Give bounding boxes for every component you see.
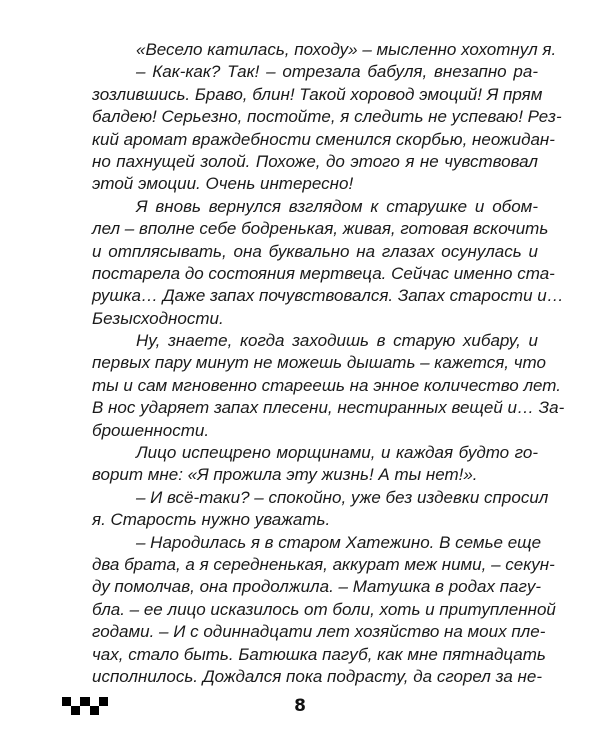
text-line: брошенности. [92,420,210,440]
text-line: зозлившись. Браво, блин! Такой хоровод эмоций! Я прям [92,84,543,104]
text-line: но пахнущей золой. Похоже, до этого я не чувствовал [92,151,538,171]
text-line: ты и сам мгновенно стареешь на энное количество лет. [92,375,561,395]
text-line: постарела до состояния мертвеца. Сейчас именно ста- [92,263,555,283]
text-line: исполнилось. Дождался пока подрасту, да сгорел за не- [92,666,542,686]
text-line: я. Старость нужно уважать. [92,510,331,530]
text-line: чах, стало быть. Батюшка пагуб, как мне пятнадцать [92,644,546,664]
text-line: ворит мне: «Я прожила эту жизнь! А ты нет!». [92,465,478,485]
text-line: – Народилась я в старом Хатежино. В семье еще [136,532,542,552]
text-line: годами. – И с одиннадцати лет хозяйство на моих пле- [92,622,546,642]
text-line: балдею! Серьезно, постойте, я следить не успеваю! Рез- [92,107,562,127]
text-line: – И всё-таки? – спокойно, уже без издевки спросил [136,487,549,507]
text-line: и отплясывать, она буквально на глазах осунулась и [92,241,538,261]
text-line: «Весело катилась, походу» – мысленно хохотнул я. [136,40,557,59]
text-line: первых пару минут не можешь дышать – кажется, что [92,353,546,373]
text-line: два брата, а я середненькая, аккурат меж ними, – секун- [92,554,555,574]
text-line: лел – вполне себе бодренькая, живая, готовая вскочить [92,219,549,239]
text-line: Лицо испещрено морщинами, и каждая будто го- [136,443,538,463]
page-number: 8 [294,696,306,716]
text-line: – Как-как? Так! – отрезала бабуля, внезапно ра- [136,62,538,82]
text-line: Безысходности. [92,308,224,328]
text-line: Ну, знаете, когда заходишь в старую хибару, и [136,331,538,351]
text-line: В нос ударяет запах плесени, нестиранных вещей и… За- [92,398,565,418]
text-line: бла. – ее лицо исказилось от боли, хоть и притупленной [92,599,556,619]
text-line: рушка… Даже запах почувствовался. Запах старости и… [92,286,564,306]
page-body [92,39,565,688]
text-line: ду помолчав, она продолжила. – Матушка в родах пагу- [92,577,542,597]
text-line: кий аромат враждебности сменился скорбью, неожидан- [92,129,555,149]
text-line: Я вновь вернулся взглядом к старушке и обом- [136,196,538,216]
text-line: этой эмоции. Очень интересно! [92,174,354,194]
